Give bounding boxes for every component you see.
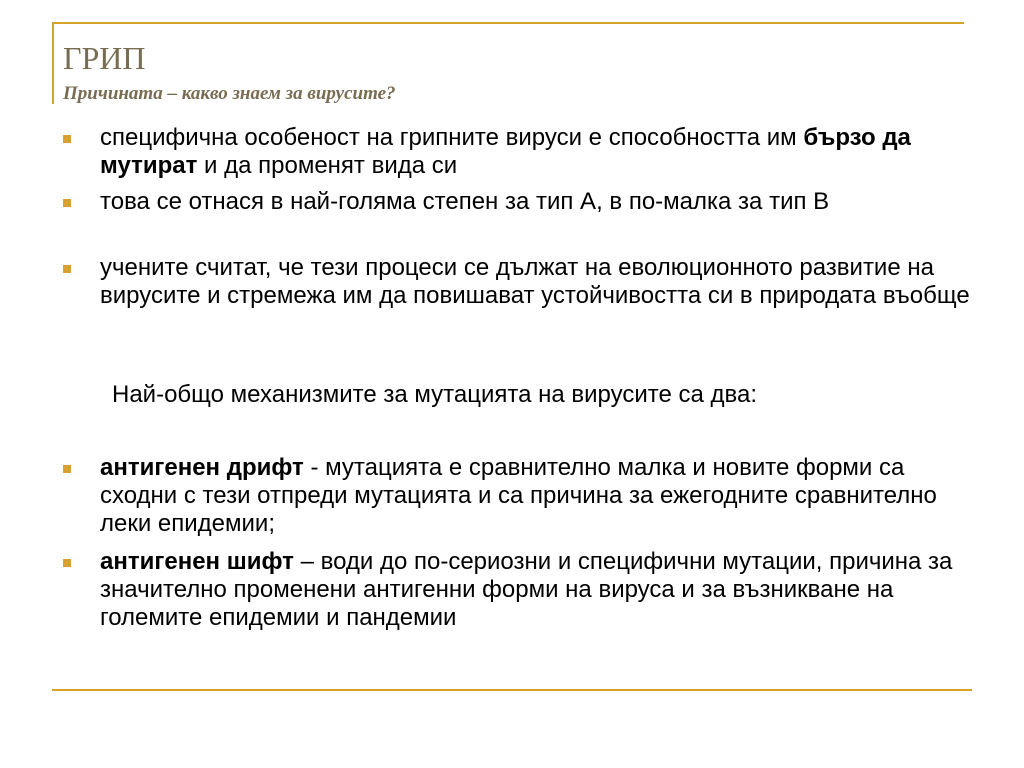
title-accent-bar	[52, 22, 54, 104]
bullet-text-part: - мутацията е сравнително малка и новите форми са сходни с тези отпреди мутацията и са причина за ежегодните сравнително леки епидемии;	[100, 454, 937, 537]
bullet-text: това се отнася в най-голяма степен за тип А, в по-малка за тип В	[100, 188, 830, 215]
mechanisms-intro: Най-общо механизмите за мутацията на вирусите са два:	[112, 381, 758, 408]
bullet-marker	[63, 465, 71, 473]
bullet-text-part: и да променят вида си	[197, 152, 458, 179]
bullet-text-part: – води до по-сериозни и специфични мутации, причина за значително променени антигенни форми на вируса и за възникване на големите епидемии и пандемии	[100, 548, 953, 631]
bullet-text: учените считат, че тези процеси се дължат на еволюционното развитие на вирусите и стремежа им да повишават устойчивостта си в природата въобще	[100, 254, 970, 309]
slide-subtitle: Причината – какво знаем за вирусите?	[63, 83, 396, 104]
bullet-text	[100, 124, 980, 180]
bullet-text-bold: антигенен дрифт	[100, 454, 304, 481]
bullet-text-bold: бързо да мутират	[100, 124, 911, 179]
bullet-text	[100, 454, 980, 538]
bottom-rule	[52, 689, 972, 691]
bullet-marker	[63, 199, 71, 207]
bullet-marker	[63, 559, 71, 567]
bullet-text-part: специфична особеност на грипните вируси е способността им	[100, 124, 804, 151]
bullet-marker	[63, 265, 71, 273]
bullet-text-bold: антигенен шифт	[100, 548, 294, 575]
bullet-marker	[63, 135, 71, 143]
top-rule	[52, 22, 964, 24]
slide-title: ГРИП	[63, 40, 146, 76]
bullet-text	[100, 548, 980, 632]
